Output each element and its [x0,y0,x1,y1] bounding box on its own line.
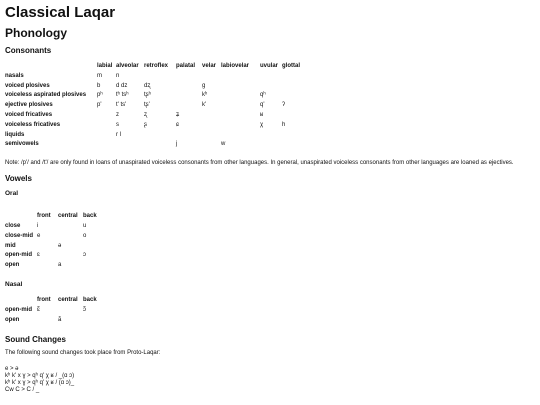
row-label: open-mid [5,252,32,259]
table-cell [37,316,58,326]
consonant-table [5,62,308,150]
col-central: central [58,296,78,303]
table-cell [97,140,116,150]
table-cell: tʂʰ [144,92,151,99]
table-row [5,111,308,121]
table-cell [116,140,144,150]
table-cell: ɕ [176,121,179,128]
table-cell: ʐ [144,111,147,118]
col-front: front [37,296,51,303]
phonology-heading: Phonology [5,26,67,40]
table-cell: kʰ [202,92,208,99]
table-cell [282,131,308,141]
row-label: voiceless fricatives [5,121,61,128]
table-cell [202,131,221,141]
table-cell [282,72,308,82]
table-row [5,232,102,242]
row-label: ejective plosives [5,102,53,109]
col-labiovelar: labiovelar [221,63,250,69]
row-label: voiced fricatives [5,111,53,118]
table-row [5,121,308,131]
table-cell [58,232,83,242]
table-cell [221,82,260,92]
table-row [5,82,308,92]
table-cell: b [97,82,101,89]
table-cell: ə [58,242,62,249]
table-cell: pʰ [97,92,103,99]
row-label: close-mid [5,232,34,239]
consonant-header-corner [5,62,97,72]
table-cell [83,242,102,252]
table-cell: h [282,121,286,128]
consonant-header-row [5,62,308,72]
sound-change-rules [5,366,535,394]
table-cell [144,131,176,141]
table-row [5,316,102,326]
table-cell: ʁ [260,111,264,118]
table-cell: j [176,141,178,148]
table-cell: r l [116,131,121,138]
table-cell [221,121,260,131]
table-cell [58,222,83,232]
col-glottal: glottal [282,63,300,69]
table-cell [260,131,282,141]
table-cell: tʰ tsʰ [116,92,129,99]
consonants-heading: Consonants [5,46,52,55]
col-retroflex: retroflex [144,63,169,69]
table-cell: z [116,111,119,118]
table-cell [221,72,260,82]
nasal-vowel-table [5,296,102,325]
row-label: semivowels [5,141,39,148]
table-cell: t' ts' [116,102,127,109]
table-cell [260,82,282,92]
table-cell [202,72,221,82]
table-row [5,306,102,316]
table-cell [97,131,116,141]
col-velar: velar [202,63,217,69]
nasal-vowels-heading: Nasal [5,280,23,288]
row-label: mid [5,242,16,249]
consonant-note: Note: /p'/ and /t'/ are only found in loans of unaspirated voiceless consonants from other languages. In general, unaspirated voiceless consonants from other languages are loaned as ejectives. [5,160,514,167]
table-cell: n [116,72,120,79]
table-cell: u [83,222,87,229]
oral-vowels-heading: Oral [5,190,19,198]
sound-change-rule: Cw C > C / _ [5,387,40,394]
table-cell: ɛ [37,252,40,259]
col-front: front [37,213,51,220]
table-cell: i [37,222,39,229]
table-cell: qʰ [260,92,266,99]
row-label: close [5,222,21,229]
nasal-header-row [5,296,102,306]
table-row [5,72,308,82]
row-label: open [5,262,20,269]
table-cell [176,82,202,92]
table-cell [83,261,102,271]
nasal-header-corner [5,296,37,306]
table-cell [144,72,176,82]
table-cell: χ [260,121,264,128]
row-label: open [5,316,20,323]
table-cell: e [37,232,41,239]
table-cell: p' [97,102,102,109]
col-alveolar: alveolar [116,63,139,69]
oral-header-corner [5,212,37,222]
table-cell [282,82,308,92]
table-cell: s [116,121,119,128]
table-cell [176,91,202,101]
table-cell [221,131,260,141]
table-cell: dʐ [144,82,151,89]
table-cell: ɔ̃ [83,306,86,313]
table-cell: a [58,262,62,269]
vowels-heading: Vowels [5,174,32,184]
table-cell [221,111,260,121]
table-cell [176,101,202,111]
table-cell: m [97,72,102,79]
table-cell: g [202,82,206,89]
row-label: open-mid [5,306,32,313]
row-label: voiceless aspirated plosives [5,92,87,99]
oral-header-row [5,212,102,222]
table-cell [282,140,308,150]
table-cell [97,121,116,131]
table-cell [144,140,176,150]
table-cell [221,101,260,111]
page-title: Classical Laqar [5,4,116,21]
table-cell [176,131,202,141]
table-cell [83,316,102,326]
row-label: nasals [5,72,24,79]
table-cell [282,91,308,101]
col-back: back [83,296,97,303]
table-row [5,131,308,141]
table-cell [37,242,58,252]
table-cell [58,251,83,261]
table-cell: q' [260,102,265,109]
table-row [5,140,308,150]
table-cell: tʂ' [144,102,150,109]
table-cell [260,72,282,82]
col-back: back [83,213,97,220]
col-labial: labial [97,63,113,69]
table-cell [58,306,83,316]
col-central: central [58,213,78,220]
table-cell: k' [202,102,207,109]
table-row [5,242,102,252]
col-palatal: palatal [176,63,196,69]
table-cell: ʂ [144,121,147,128]
table-row [5,222,102,232]
table-row [5,261,102,271]
col-uvular: uvular [260,63,279,69]
table-cell: w [221,141,226,148]
table-cell [260,140,282,150]
sound-changes-intro: The following sound changes took place from Proto-Laqar: [5,350,161,357]
row-label: liquids [5,131,25,138]
table-cell [202,121,221,131]
table-cell [221,91,260,101]
table-cell: d dz [116,82,128,89]
sound-change-rule: kʰ k' x ɣ > qʰ q' χ ʁ / (ɑ ɔ)_ [5,380,75,387]
sound-change-rule: e > ə [5,366,19,373]
table-row [5,91,308,101]
table-cell: o [83,232,87,239]
table-cell: ʑ [176,111,180,118]
row-label: voiced plosives [5,82,50,89]
table-cell: ã [58,316,62,323]
sound-change-rule: kʰ k' x ɣ > qʰ q' χ ʁ / _(ɑ ɔ) [5,373,75,380]
table-cell: ɛ̃ [37,306,40,313]
table-cell [97,111,116,121]
table-cell: ʔ [282,102,285,109]
oral-vowel-table [5,212,102,271]
table-cell [282,111,308,121]
table-row [5,101,308,111]
table-cell [176,72,202,82]
table-cell: ɔ [83,252,86,259]
sound-changes-heading: Sound Changes [5,335,66,345]
table-cell [37,261,58,271]
table-cell [202,140,221,150]
table-cell [202,111,221,121]
table-row [5,251,102,261]
